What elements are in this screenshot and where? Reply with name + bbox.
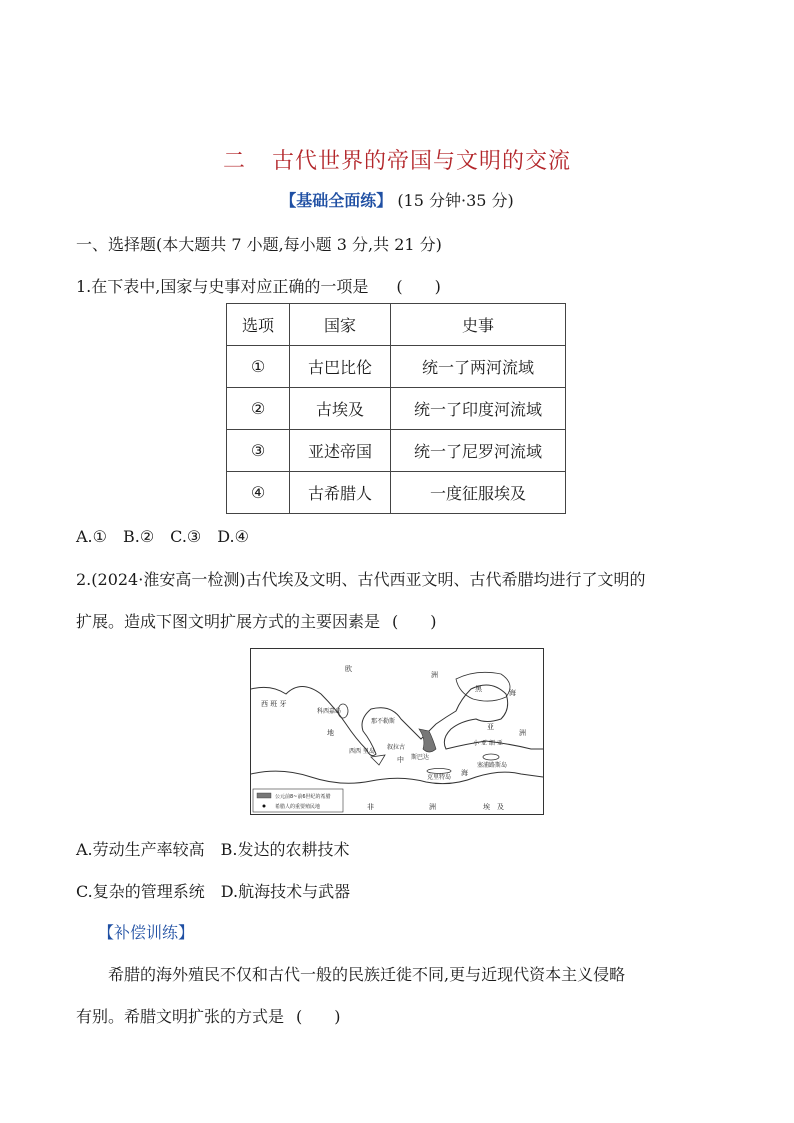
section-heading: 一、选择题(本大题共 7 小题,每小题 3 分,共 21 分) bbox=[76, 235, 442, 254]
table-row bbox=[227, 472, 566, 514]
page-title bbox=[0, 144, 794, 175]
question-2-options-line2: C.复杂的管理系统 D.航海技术与武器 bbox=[76, 882, 351, 901]
table-cell: 古埃及 bbox=[290, 388, 391, 430]
map-label-cyprus: 塞浦路斯岛 bbox=[477, 762, 508, 769]
table-cell: 古巴比伦 bbox=[290, 346, 391, 388]
map-label-asia-minor: 小 亚 细 亚 bbox=[473, 740, 503, 747]
map-label-egypt: 埃 及 bbox=[483, 803, 504, 811]
sicily-island bbox=[371, 755, 385, 765]
question-1-options: A.① B.② C.③ D.④ bbox=[76, 527, 249, 546]
table-row bbox=[227, 346, 566, 388]
table-header: 选项 bbox=[227, 304, 290, 346]
table-row bbox=[227, 388, 566, 430]
legend-area-label: 公元前8~前6世纪的希腊 bbox=[275, 794, 331, 800]
greece-mainland bbox=[419, 729, 436, 752]
question-1-text: 1.在下表中,国家与史事对应正确的一项是 bbox=[76, 277, 369, 296]
map-label-naples: 那不勒斯 bbox=[371, 718, 396, 725]
map-label-sparta: 斯巴达 bbox=[411, 754, 430, 761]
cyprus-island bbox=[483, 754, 499, 760]
map-legend bbox=[253, 789, 343, 812]
map-label-asia: 洲 bbox=[519, 729, 526, 737]
map-svg bbox=[251, 649, 543, 814]
compensation-question: 有别。希腊文明扩张的方式是 bbox=[76, 1007, 285, 1026]
table-cell: ① bbox=[227, 346, 290, 388]
map-label-syracuse: 叙拉古 bbox=[387, 744, 406, 751]
compensation-text-line1: 希腊的海外殖民不仅和古代一般的民族迁徙不同,更与近现代资本主义侵略 bbox=[108, 965, 626, 984]
crete-island bbox=[427, 769, 451, 774]
map-label-europe: 洲 bbox=[431, 671, 438, 679]
table-header: 国家 bbox=[290, 304, 391, 346]
table-cell: 统一了尼罗河流域 bbox=[391, 430, 566, 472]
table-cell: 一度征服埃及 bbox=[391, 472, 566, 514]
map-label-crete: 克里特岛 bbox=[427, 774, 452, 781]
legend-dot-swatch bbox=[263, 805, 266, 808]
answer-blank: ( ) bbox=[396, 277, 441, 296]
africa-coastline bbox=[251, 771, 543, 784]
question-1-stem bbox=[76, 274, 441, 297]
greek-colonization-map bbox=[250, 648, 544, 815]
map-label-africa: 洲 bbox=[429, 803, 436, 811]
answer-blank: ( ) bbox=[392, 612, 437, 631]
practice-subheading bbox=[0, 188, 794, 211]
question-1-table bbox=[226, 303, 566, 514]
map-label-spain: 西 班 牙 bbox=[261, 700, 287, 708]
map-label-sicily: 西西 里岛 bbox=[349, 748, 375, 755]
time-score: (15 分钟·35 分) bbox=[397, 191, 514, 210]
practice-tag: 【基础全面练】 bbox=[280, 191, 393, 210]
table-cell: ② bbox=[227, 388, 290, 430]
legend-area-swatch bbox=[257, 793, 271, 798]
table-cell: 统一了两河流域 bbox=[391, 346, 566, 388]
table-cell: ③ bbox=[227, 430, 290, 472]
answer-blank: ( ) bbox=[296, 1007, 341, 1026]
question-2-options-line1: A.劳动生产率较高 B.发达的农耕技术 bbox=[76, 840, 350, 859]
table-cell: 亚述帝国 bbox=[290, 430, 391, 472]
map-label-sea: 中 bbox=[397, 756, 404, 764]
map-label-black-sea: 黑 bbox=[475, 685, 482, 693]
map-label-black-sea: 海 bbox=[509, 689, 516, 697]
map-label-sea: 海 bbox=[461, 769, 468, 777]
table-cell: 古希腊人 bbox=[290, 472, 391, 514]
table-row bbox=[227, 430, 566, 472]
map-label-sea: 地 bbox=[327, 729, 334, 737]
table-header: 史事 bbox=[391, 304, 566, 346]
table-cell: 统一了印度河流域 bbox=[391, 388, 566, 430]
section-number: 二 bbox=[222, 149, 246, 174]
map-label-africa: 非 bbox=[367, 803, 374, 811]
table-header-row bbox=[227, 304, 566, 346]
compensation-text-line2 bbox=[76, 1004, 341, 1027]
table-cell: ④ bbox=[227, 472, 290, 514]
question-2-stem-line2 bbox=[76, 609, 437, 632]
legend-dot-label: 希腊人的重要殖民地 bbox=[275, 804, 321, 810]
question-2-text: 扩展。造成下图文明扩展方式的主要因素是 bbox=[76, 612, 381, 631]
map-label-corsica: 科西嘉岛 bbox=[317, 708, 342, 715]
map-label-europe: 欧 bbox=[345, 665, 352, 673]
map-label-asia: 亚 bbox=[487, 723, 494, 731]
section-title: 古代世界的帝国与文明的交流 bbox=[272, 149, 572, 174]
question-2-stem-line1: 2.(2024·淮安高一检测)古代埃及文明、古代西亚文明、古代希腊均进行了文明的 bbox=[76, 570, 646, 589]
compensation-tag: 【补偿训练】 bbox=[98, 923, 195, 942]
